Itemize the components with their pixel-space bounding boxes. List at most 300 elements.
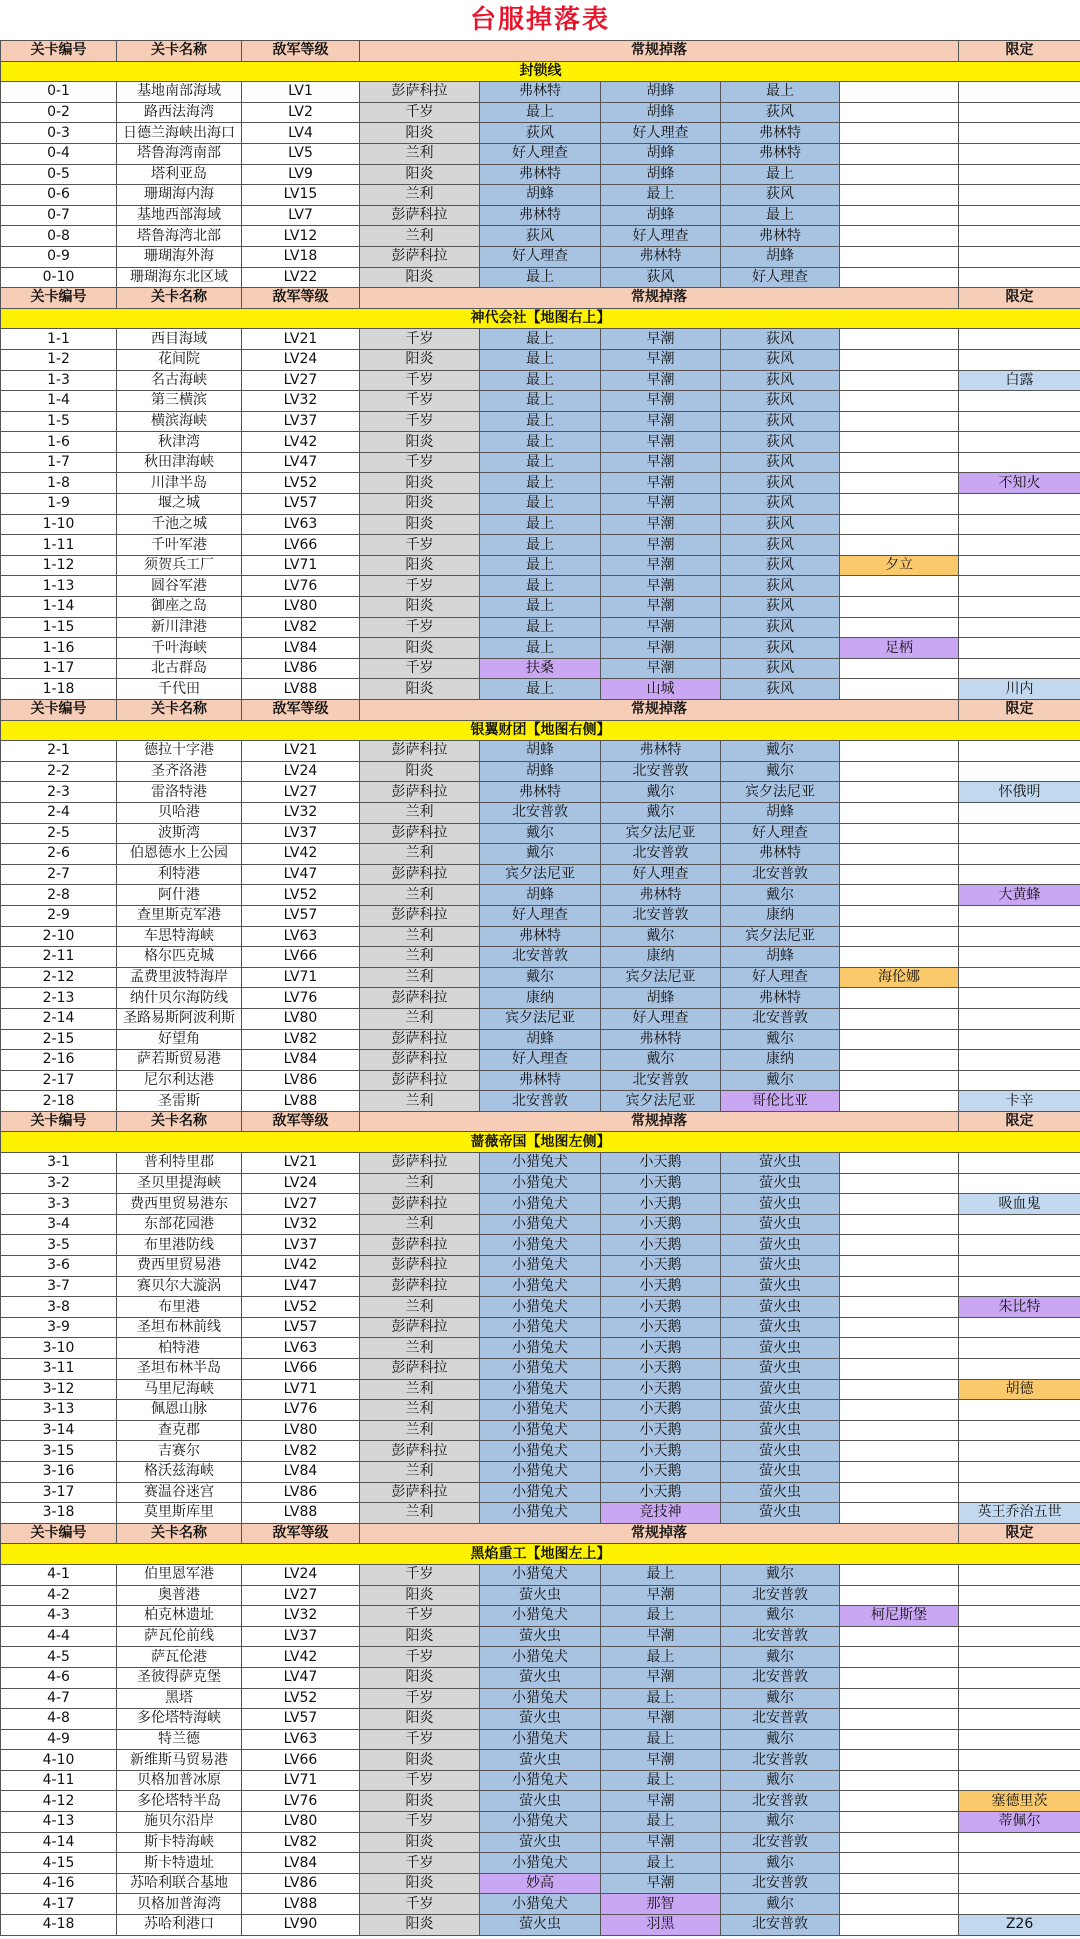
limited-drop-cell bbox=[959, 391, 1080, 412]
drop-cell: 早潮 bbox=[601, 638, 721, 659]
table-row bbox=[1, 1235, 1080, 1256]
drop-cell bbox=[840, 1317, 959, 1338]
drop-cell: 萤火虫 bbox=[480, 1585, 601, 1606]
stage-id-cell: 4-18 bbox=[1, 1915, 117, 1936]
col-header-regular-drops: 常规掉落 bbox=[360, 1523, 959, 1544]
stage-name-cell: 千叶海峡 bbox=[117, 638, 242, 659]
drop-cell: 好人理查 bbox=[601, 864, 721, 885]
header-row bbox=[1, 41, 1080, 62]
drop-cell: 小猎兔犬 bbox=[480, 1812, 601, 1833]
drop-cell: 萤火虫 bbox=[721, 1194, 840, 1215]
stage-name-cell: 查克郡 bbox=[117, 1420, 242, 1441]
limited-drop-cell bbox=[959, 1153, 1080, 1174]
drop-cell bbox=[840, 432, 959, 453]
drop-cell: 彭萨科拉 bbox=[360, 1317, 480, 1338]
drop-cell: 胡蜂 bbox=[601, 164, 721, 185]
drop-cell: 千岁 bbox=[360, 1606, 480, 1627]
table-row bbox=[1, 1606, 1080, 1627]
drop-cell: 千岁 bbox=[360, 1564, 480, 1585]
stage-name-cell: 萨瓦伦前线 bbox=[117, 1626, 242, 1647]
drop-cell: 最上 bbox=[721, 164, 840, 185]
drop-cell: 胡蜂 bbox=[601, 102, 721, 123]
stage-name-cell: 费西里贸易港东 bbox=[117, 1194, 242, 1215]
stage-name-cell: 吉赛尔 bbox=[117, 1441, 242, 1462]
drop-cell: 戴尔 bbox=[721, 1029, 840, 1050]
drop-cell: 千岁 bbox=[360, 1853, 480, 1874]
drop-cell: 千岁 bbox=[360, 535, 480, 556]
limited-drop-cell bbox=[959, 947, 1080, 968]
stage-id-cell: 1-18 bbox=[1, 679, 117, 700]
drop-cell: 妙高 bbox=[480, 1873, 601, 1894]
stage-id-cell: 0-5 bbox=[1, 164, 117, 185]
stage-name-cell: 斯卡特海峡 bbox=[117, 1832, 242, 1853]
header-row bbox=[1, 288, 1080, 309]
drop-cell bbox=[840, 658, 959, 679]
drop-cell: 戴尔 bbox=[721, 1729, 840, 1750]
drop-cell: 戴尔 bbox=[721, 1770, 840, 1791]
drop-cell: 荻风 bbox=[721, 535, 840, 556]
stage-name-cell: 阿什港 bbox=[117, 885, 242, 906]
drop-cell: 宾夕法尼亚 bbox=[721, 782, 840, 803]
enemy-level-cell: LV27 bbox=[242, 370, 360, 391]
table-row bbox=[1, 205, 1080, 226]
drop-cell: 兰利 bbox=[360, 1503, 480, 1524]
drop-cell: 好人理查 bbox=[480, 1050, 601, 1071]
table-row bbox=[1, 1338, 1080, 1359]
drop-cell bbox=[840, 823, 959, 844]
limited-drop-cell bbox=[959, 576, 1080, 597]
stage-id-cell: 4-14 bbox=[1, 1832, 117, 1853]
table-row bbox=[1, 1070, 1080, 1091]
drop-cell: 康纳 bbox=[480, 988, 601, 1009]
limited-drop-cell: 塞德里茨 bbox=[959, 1791, 1080, 1812]
drop-cell: 兰利 bbox=[360, 1297, 480, 1318]
drop-cell bbox=[840, 535, 959, 556]
stage-id-cell: 2-6 bbox=[1, 844, 117, 865]
drop-cell: 好人理查 bbox=[721, 267, 840, 288]
table-row bbox=[1, 1317, 1080, 1338]
drop-cell: 戴尔 bbox=[721, 1564, 840, 1585]
table-row bbox=[1, 1256, 1080, 1277]
stage-name-cell: 车思特海峡 bbox=[117, 926, 242, 947]
drop-cell: 戴尔 bbox=[721, 885, 840, 906]
drop-cell: 萤火虫 bbox=[721, 1297, 840, 1318]
drop-cell: 小猎兔犬 bbox=[480, 1770, 601, 1791]
drop-cell: 北安普敦 bbox=[601, 905, 721, 926]
stage-id-cell: 3-9 bbox=[1, 1317, 117, 1338]
enemy-level-cell: LV9 bbox=[242, 164, 360, 185]
col-header-enemy-level: 敌军等级 bbox=[242, 41, 360, 62]
stage-id-cell: 1-13 bbox=[1, 576, 117, 597]
stage-name-cell: 特兰德 bbox=[117, 1729, 242, 1750]
drop-cell: 早潮 bbox=[601, 658, 721, 679]
drop-cell: 戴尔 bbox=[721, 1853, 840, 1874]
drop-cell: 小猎兔犬 bbox=[480, 1214, 601, 1235]
drop-cell: 萤火虫 bbox=[480, 1832, 601, 1853]
drop-cell: 北安普敦 bbox=[721, 1008, 840, 1029]
drop-cell: 早潮 bbox=[601, 1832, 721, 1853]
limited-drop-cell bbox=[959, 1729, 1080, 1750]
enemy-level-cell: LV66 bbox=[242, 535, 360, 556]
drop-cell: 兰利 bbox=[360, 1214, 480, 1235]
enemy-level-cell: LV42 bbox=[242, 844, 360, 865]
limited-drop-cell bbox=[959, 185, 1080, 206]
drop-cell: 千岁 bbox=[360, 617, 480, 638]
enemy-level-cell: LV22 bbox=[242, 267, 360, 288]
enemy-level-cell: LV84 bbox=[242, 1461, 360, 1482]
drop-cell: 彭萨科拉 bbox=[360, 1235, 480, 1256]
drop-cell: 萤火虫 bbox=[721, 1503, 840, 1524]
drop-cell: 北安普敦 bbox=[601, 761, 721, 782]
drop-cell bbox=[840, 391, 959, 412]
drop-cell: 彭萨科拉 bbox=[360, 1153, 480, 1174]
drop-cell: 早潮 bbox=[601, 1709, 721, 1730]
stage-id-cell: 2-14 bbox=[1, 1008, 117, 1029]
limited-drop-cell bbox=[959, 1482, 1080, 1503]
drop-cell: 千岁 bbox=[360, 452, 480, 473]
stage-id-cell: 2-2 bbox=[1, 761, 117, 782]
drop-cell: 荻风 bbox=[721, 432, 840, 453]
limited-drop-cell bbox=[959, 1029, 1080, 1050]
drop-cell: 小猎兔犬 bbox=[480, 1400, 601, 1421]
limited-drop-cell bbox=[959, 329, 1080, 350]
drop-cell: 早潮 bbox=[601, 1585, 721, 1606]
limited-drop-cell bbox=[959, 514, 1080, 535]
drop-cell bbox=[840, 741, 959, 762]
limited-drop-cell bbox=[959, 1667, 1080, 1688]
enemy-level-cell: LV86 bbox=[242, 1070, 360, 1091]
drop-cell: 弗林特 bbox=[480, 926, 601, 947]
drop-cell: 兰利 bbox=[360, 1420, 480, 1441]
enemy-level-cell: LV63 bbox=[242, 926, 360, 947]
stage-id-cell: 2-12 bbox=[1, 967, 117, 988]
enemy-level-cell: LV52 bbox=[242, 1297, 360, 1318]
stage-name-cell: 圣路易斯阿波利斯 bbox=[117, 1008, 242, 1029]
stage-name-cell: 基地西部海域 bbox=[117, 205, 242, 226]
stage-id-cell: 4-13 bbox=[1, 1812, 117, 1833]
drop-cell: 北安普敦 bbox=[721, 1585, 840, 1606]
drop-cell: 阳炎 bbox=[360, 638, 480, 659]
enemy-level-cell: LV88 bbox=[242, 1503, 360, 1524]
drop-cell: 北安普敦 bbox=[721, 1667, 840, 1688]
drop-cell: 荻风 bbox=[480, 123, 601, 144]
limited-drop-cell bbox=[959, 452, 1080, 473]
drop-cell: 弗林特 bbox=[480, 782, 601, 803]
drop-cell: 萤火虫 bbox=[721, 1214, 840, 1235]
drop-cell bbox=[840, 1750, 959, 1771]
drop-cell bbox=[840, 1853, 959, 1874]
enemy-level-cell: LV52 bbox=[242, 473, 360, 494]
header-row bbox=[1, 1111, 1080, 1132]
drop-cell: 小天鹅 bbox=[601, 1482, 721, 1503]
limited-drop-cell bbox=[959, 1235, 1080, 1256]
drop-cell: 阳炎 bbox=[360, 1585, 480, 1606]
drop-cell: 小天鹅 bbox=[601, 1441, 721, 1462]
enemy-level-cell: LV21 bbox=[242, 329, 360, 350]
enemy-level-cell: LV5 bbox=[242, 143, 360, 164]
table-row bbox=[1, 411, 1080, 432]
drop-cell: 阳炎 bbox=[360, 473, 480, 494]
stage-id-cell: 2-8 bbox=[1, 885, 117, 906]
drop-cell bbox=[840, 1256, 959, 1277]
limited-drop-cell bbox=[959, 267, 1080, 288]
stage-id-cell: 1-17 bbox=[1, 658, 117, 679]
limited-drop-cell bbox=[959, 1317, 1080, 1338]
drop-cell: 胡蜂 bbox=[601, 143, 721, 164]
drop-cell: 千岁 bbox=[360, 370, 480, 391]
table-row bbox=[1, 1420, 1080, 1441]
stage-id-cell: 3-5 bbox=[1, 1235, 117, 1256]
limited-drop-cell: 英王乔治五世 bbox=[959, 1503, 1080, 1524]
drop-cell: 荻风 bbox=[721, 514, 840, 535]
drop-cell: 兰利 bbox=[360, 802, 480, 823]
drop-cell: 阳炎 bbox=[360, 164, 480, 185]
drop-cell: 彭萨科拉 bbox=[360, 988, 480, 1009]
drop-cell: 兰利 bbox=[360, 143, 480, 164]
drop-cell: 早潮 bbox=[601, 370, 721, 391]
table-row bbox=[1, 391, 1080, 412]
drop-cell: 弗林特 bbox=[721, 988, 840, 1009]
stage-id-cell: 3-14 bbox=[1, 1420, 117, 1441]
col-header-limited: 限定 bbox=[959, 700, 1080, 721]
stage-name-cell: 萨瓦伦港 bbox=[117, 1647, 242, 1668]
table-row bbox=[1, 1379, 1080, 1400]
drop-cell: 阳炎 bbox=[360, 1791, 480, 1812]
drop-cell: 北安普敦 bbox=[721, 1915, 840, 1936]
drop-cell: 小猎兔犬 bbox=[480, 1276, 601, 1297]
drop-cell: 小猎兔犬 bbox=[480, 1420, 601, 1441]
limited-drop-cell: 怀俄明 bbox=[959, 782, 1080, 803]
limited-drop-cell bbox=[959, 658, 1080, 679]
limited-drop-cell bbox=[959, 823, 1080, 844]
table-row bbox=[1, 1709, 1080, 1730]
drop-cell bbox=[840, 1791, 959, 1812]
limited-drop-cell bbox=[959, 1173, 1080, 1194]
limited-drop-cell bbox=[959, 1873, 1080, 1894]
col-header-enemy-level: 敌军等级 bbox=[242, 1523, 360, 1544]
stage-name-cell: 圆谷军港 bbox=[117, 576, 242, 597]
enemy-level-cell: LV27 bbox=[242, 1194, 360, 1215]
drop-cell: 萤火虫 bbox=[480, 1791, 601, 1812]
drop-cell bbox=[840, 1729, 959, 1750]
drop-cell: 彭萨科拉 bbox=[360, 905, 480, 926]
stage-id-cell: 0-10 bbox=[1, 267, 117, 288]
drop-cell: 好人理查 bbox=[480, 143, 601, 164]
drop-cell bbox=[840, 349, 959, 370]
limited-drop-cell bbox=[959, 1441, 1080, 1462]
enemy-level-cell: LV47 bbox=[242, 1667, 360, 1688]
drop-cell: 北安普敦 bbox=[721, 1709, 840, 1730]
stage-name-cell: 雷洛特港 bbox=[117, 782, 242, 803]
drop-cell: 弗林特 bbox=[480, 82, 601, 103]
table-row bbox=[1, 1832, 1080, 1853]
drop-cell: 戴尔 bbox=[721, 1606, 840, 1627]
enemy-level-cell: LV24 bbox=[242, 761, 360, 782]
drop-cell: 小猎兔犬 bbox=[480, 1894, 601, 1915]
drop-cell bbox=[840, 1873, 959, 1894]
enemy-level-cell: LV37 bbox=[242, 1235, 360, 1256]
drop-cell: 千岁 bbox=[360, 1812, 480, 1833]
stage-name-cell: 千代田 bbox=[117, 679, 242, 700]
table-body bbox=[1, 41, 1080, 1936]
drop-cell: 小天鹅 bbox=[601, 1461, 721, 1482]
enemy-level-cell: LV57 bbox=[242, 905, 360, 926]
table-row bbox=[1, 1214, 1080, 1235]
drop-cell: 北安普敦 bbox=[480, 947, 601, 968]
drop-cell: 荻风 bbox=[721, 576, 840, 597]
enemy-level-cell: LV71 bbox=[242, 967, 360, 988]
table-row bbox=[1, 1482, 1080, 1503]
drop-cell: 阳炎 bbox=[360, 1873, 480, 1894]
stage-name-cell: 波斯湾 bbox=[117, 823, 242, 844]
table-row bbox=[1, 617, 1080, 638]
enemy-level-cell: LV80 bbox=[242, 1420, 360, 1441]
drop-cell: 小天鹅 bbox=[601, 1400, 721, 1421]
limited-drop-cell bbox=[959, 741, 1080, 762]
enemy-level-cell: LV42 bbox=[242, 1647, 360, 1668]
drop-cell: 夕立 bbox=[840, 555, 959, 576]
table-row bbox=[1, 494, 1080, 515]
drop-cell: 胡蜂 bbox=[601, 205, 721, 226]
drop-cell: 弗林特 bbox=[601, 1029, 721, 1050]
enemy-level-cell: LV32 bbox=[242, 391, 360, 412]
stage-name-cell: 须贺兵工厂 bbox=[117, 555, 242, 576]
section-title: 蔷薇帝国【地图左侧】 bbox=[1, 1132, 1080, 1153]
drop-cell: 胡蜂 bbox=[721, 246, 840, 267]
drop-cell: 最上 bbox=[601, 1564, 721, 1585]
stage-name-cell: 莫里斯库里 bbox=[117, 1503, 242, 1524]
stage-id-cell: 3-13 bbox=[1, 1400, 117, 1421]
table-row bbox=[1, 514, 1080, 535]
drop-cell bbox=[840, 1235, 959, 1256]
drop-cell: 宾夕法尼亚 bbox=[601, 823, 721, 844]
drop-cell: 彭萨科拉 bbox=[360, 1441, 480, 1462]
drop-cell: 小天鹅 bbox=[601, 1173, 721, 1194]
stage-id-cell: 3-16 bbox=[1, 1461, 117, 1482]
drop-cell bbox=[840, 205, 959, 226]
limited-drop-cell bbox=[959, 1008, 1080, 1029]
drop-cell: 好人理查 bbox=[721, 967, 840, 988]
table-row bbox=[1, 185, 1080, 206]
drop-cell bbox=[840, 1564, 959, 1585]
drop-cell: 小猎兔犬 bbox=[480, 1729, 601, 1750]
limited-drop-cell bbox=[959, 1276, 1080, 1297]
table-row bbox=[1, 658, 1080, 679]
drop-cell bbox=[840, 1647, 959, 1668]
drop-cell: 荻风 bbox=[721, 370, 840, 391]
stage-id-cell: 1-7 bbox=[1, 452, 117, 473]
stage-name-cell: 贝格加普冰原 bbox=[117, 1770, 242, 1791]
stage-name-cell: 花间院 bbox=[117, 349, 242, 370]
col-header-stage-name: 关卡名称 bbox=[117, 1111, 242, 1132]
drop-cell: 柯尼斯堡 bbox=[840, 1606, 959, 1627]
enemy-level-cell: LV32 bbox=[242, 802, 360, 823]
enemy-level-cell: LV42 bbox=[242, 432, 360, 453]
drop-cell: 萤火虫 bbox=[721, 1420, 840, 1441]
table-row bbox=[1, 1853, 1080, 1874]
drop-cell bbox=[840, 1194, 959, 1215]
enemy-level-cell: LV88 bbox=[242, 1091, 360, 1112]
limited-drop-cell bbox=[959, 143, 1080, 164]
enemy-level-cell: LV47 bbox=[242, 864, 360, 885]
drop-cell: 戴尔 bbox=[601, 926, 721, 947]
drop-cell: 最上 bbox=[480, 370, 601, 391]
drop-cell: 早潮 bbox=[601, 555, 721, 576]
stage-name-cell: 圣坦布林前线 bbox=[117, 1317, 242, 1338]
enemy-level-cell: LV57 bbox=[242, 1709, 360, 1730]
drop-cell: 兰利 bbox=[360, 885, 480, 906]
stage-name-cell: 奥普港 bbox=[117, 1585, 242, 1606]
drop-cell bbox=[840, 1503, 959, 1524]
drop-cell: 最上 bbox=[480, 494, 601, 515]
drop-cell: 阳炎 bbox=[360, 349, 480, 370]
enemy-level-cell: LV52 bbox=[242, 1688, 360, 1709]
stage-id-cell: 3-15 bbox=[1, 1441, 117, 1462]
drop-cell bbox=[840, 1276, 959, 1297]
stage-id-cell: 1-10 bbox=[1, 514, 117, 535]
drop-cell: 最上 bbox=[480, 679, 601, 700]
stage-id-cell: 4-2 bbox=[1, 1585, 117, 1606]
limited-drop-cell bbox=[959, 1606, 1080, 1627]
drop-cell: 胡蜂 bbox=[480, 885, 601, 906]
drop-cell: 阳炎 bbox=[360, 267, 480, 288]
stage-id-cell: 0-7 bbox=[1, 205, 117, 226]
drop-cell: 荻风 bbox=[721, 102, 840, 123]
drop-cell: 兰利 bbox=[360, 947, 480, 968]
stage-name-cell: 布里港防线 bbox=[117, 1235, 242, 1256]
col-header-limited: 限定 bbox=[959, 1111, 1080, 1132]
drop-cell: 阳炎 bbox=[360, 679, 480, 700]
stage-id-cell: 4-1 bbox=[1, 1564, 117, 1585]
col-header-enemy-level: 敌军等级 bbox=[242, 288, 360, 309]
enemy-level-cell: LV27 bbox=[242, 1585, 360, 1606]
limited-drop-cell bbox=[959, 246, 1080, 267]
stage-name-cell: 伯里恩军港 bbox=[117, 1564, 242, 1585]
section-title-row bbox=[1, 720, 1080, 741]
stage-name-cell: 柏特港 bbox=[117, 1338, 242, 1359]
limited-drop-cell bbox=[959, 535, 1080, 556]
enemy-level-cell: LV47 bbox=[242, 1276, 360, 1297]
drop-cell: 早潮 bbox=[601, 391, 721, 412]
table-row bbox=[1, 864, 1080, 885]
drop-cell: 胡蜂 bbox=[721, 947, 840, 968]
drop-cell: 北安普敦 bbox=[721, 1832, 840, 1853]
drop-cell: 最上 bbox=[480, 638, 601, 659]
limited-drop-cell: 卡辛 bbox=[959, 1091, 1080, 1112]
drop-cell: 最上 bbox=[601, 1729, 721, 1750]
col-header-stage-id: 关卡编号 bbox=[1, 288, 117, 309]
stage-id-cell: 1-5 bbox=[1, 411, 117, 432]
drop-cell bbox=[840, 1153, 959, 1174]
table-row bbox=[1, 1729, 1080, 1750]
drop-cell: 戴尔 bbox=[721, 1812, 840, 1833]
limited-drop-cell bbox=[959, 1359, 1080, 1380]
drop-cell: 阳炎 bbox=[360, 1915, 480, 1936]
table-row bbox=[1, 246, 1080, 267]
drop-cell: 早潮 bbox=[601, 349, 721, 370]
table-row bbox=[1, 226, 1080, 247]
stage-id-cell: 0-6 bbox=[1, 185, 117, 206]
stage-id-cell: 4-6 bbox=[1, 1667, 117, 1688]
drop-cell bbox=[840, 452, 959, 473]
stage-name-cell: 普利特里郡 bbox=[117, 1153, 242, 1174]
drop-cell: 小猎兔犬 bbox=[480, 1317, 601, 1338]
col-header-stage-name: 关卡名称 bbox=[117, 41, 242, 62]
enemy-level-cell: LV52 bbox=[242, 885, 360, 906]
stage-name-cell: 堰之城 bbox=[117, 494, 242, 515]
enemy-level-cell: LV7 bbox=[242, 205, 360, 226]
drop-cell: 小天鹅 bbox=[601, 1276, 721, 1297]
